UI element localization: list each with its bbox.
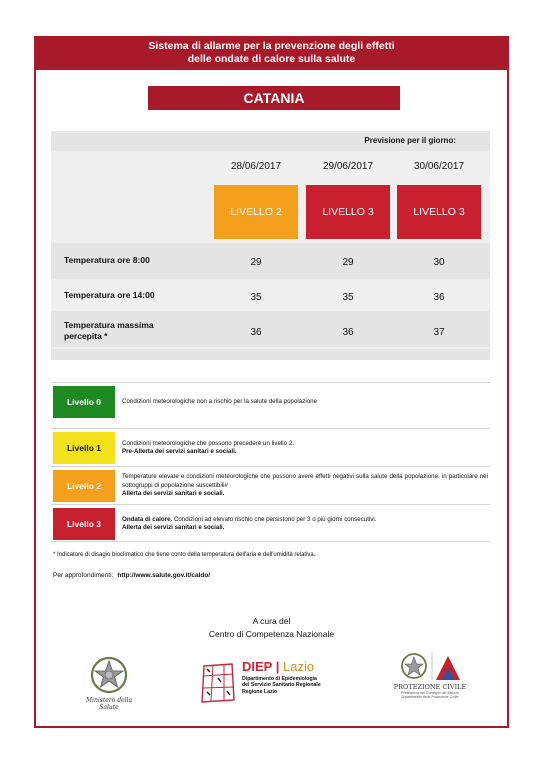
- legend-row-level-1: [51, 428, 490, 466]
- dep-brand-diep: DIEP: [242, 659, 273, 674]
- cell-temp-8-day-2: 29: [342, 257, 354, 268]
- row-label-temp-max: [64, 320, 154, 342]
- cell-temp-max-day-1: 36: [250, 327, 262, 338]
- legend-text-level-2: [122, 467, 488, 505]
- legend-row-level-0: [51, 382, 490, 420]
- legend-desc-level-3: [122, 516, 488, 525]
- dep-brand: DIEP | Lazio: [242, 659, 315, 674]
- forecast-date-1: 28/06/2017: [230, 161, 282, 172]
- forecast-date-3: 30/06/2017: [413, 161, 465, 172]
- cell-temp-8-day-3: 30: [433, 257, 445, 268]
- cell-temp-14-day-3: 36: [433, 292, 445, 303]
- dep-sub-1: Dipartimento di Epidemiologia: [242, 676, 317, 682]
- credits-line-2: Centro di Competenza Nazionale: [208, 629, 335, 639]
- cell-temp-14-day-1: 35: [250, 292, 262, 303]
- page-header: [34, 36, 509, 70]
- legend-desc-level-0: Condizioni meteorologiche non a rischio per la salute della popolazione: [122, 397, 318, 405]
- cell-temp-max-day-3: 37: [433, 327, 445, 338]
- more-info-line: [53, 572, 210, 579]
- protezione-civile-emblem-icon: [398, 650, 462, 682]
- legend-text-level-3: [122, 505, 488, 543]
- pc-sub-2: Dipartimento della Protezione Civile: [401, 695, 459, 700]
- forecast-table: [51, 131, 490, 360]
- row-label-temp-8: Temperatura ore 8:00: [64, 255, 150, 265]
- legend-badge-level-0: Livello 0: [53, 386, 115, 418]
- legend-badge-level-1: Livello 1: [53, 432, 115, 464]
- cell-temp-8-day-1: 29: [250, 257, 262, 268]
- forecast-level-1: LIVELLO 2: [214, 185, 298, 239]
- legend-badge-level-3: Livello 3: [53, 508, 115, 540]
- legend-badge-level-2: Livello 2: [53, 470, 115, 502]
- legend-alert-level-2: Allerta dei servizi sanitari e sociali.: [122, 490, 225, 498]
- city-map-icon: [198, 660, 238, 706]
- legend-desc-level-1: Condizioni meteorologiche che possono precedere un livello 2.: [122, 439, 294, 447]
- credits: [0, 615, 543, 641]
- protezione-civile-logo: [385, 650, 475, 710]
- legend-text-level-1: [122, 429, 488, 467]
- dep-sub-3: Regione Lazio: [242, 688, 278, 695]
- footnote: * Indicatore di disagio bioclimatico che tiene conto della temperatura dell'aria e dell'umidità relativa.: [53, 552, 316, 558]
- dep-subtitle: [242, 676, 338, 695]
- forecast-heading: Previsione per il giorno:: [364, 136, 456, 145]
- pc-title: PROTEZIONE CIVILE: [393, 683, 467, 691]
- legend-text-level-0: [122, 383, 488, 421]
- forecast-level-3: LIVELLO 3: [397, 185, 481, 239]
- band-bottom: [51, 349, 490, 360]
- dep-lazio-logo: [198, 660, 338, 708]
- forecast-level-2: LIVELLO 3: [306, 185, 390, 239]
- legend-desc-level-3-text: Condizioni ad elevato rischio che persistono per 3 o più giorni consecutivi.: [173, 515, 377, 523]
- row-label-temp-max-line-1: Temperatura massima: [64, 320, 154, 330]
- legend-alert-level-1: Pre-Allerta dei servizi sanitari e sociali.: [122, 448, 237, 455]
- credits-line-1: A cura del: [252, 616, 291, 626]
- ministry-logo: [78, 655, 140, 711]
- cell-temp-max-day-2: 36: [342, 327, 354, 338]
- dep-brand-lazio: Lazio: [282, 659, 315, 674]
- more-info-label: Per approfondimenti:: [53, 572, 114, 579]
- legend-row-level-3: [51, 504, 490, 542]
- row-label-temp-14: Temperatura ore 14:00: [64, 290, 155, 300]
- dep-sub-2: del Servizio Sanitario Regionale: [242, 682, 321, 689]
- row-label-temp-max-line-2: percepita *: [64, 331, 108, 341]
- header-line-2: delle ondate di calore sulla salute: [187, 53, 356, 65]
- cell-temp-14-day-2: 35: [342, 292, 354, 303]
- legend-row-level-2: [51, 466, 490, 504]
- city-banner: CATANIA: [148, 86, 400, 110]
- italian-emblem-icon: [89, 655, 129, 695]
- forecast-date-2: 29/06/2017: [322, 161, 374, 172]
- legend-heat-wave-label: Ondata di calore.: [122, 515, 173, 523]
- pc-sub-1: Presidenza del Consiglio dei Ministri: [401, 691, 459, 695]
- more-info-link[interactable]: http://www.salute.gov.it/caldo/: [117, 572, 211, 579]
- legend-desc-level-2: Temperature elevate e condizioni meteorologiche che possono avere effetti negativi sulla salute della popolazione, in particolare nei sottogruppi di popolazione suscettibili#: [122, 473, 488, 489]
- legend-alert-level-3: Allerta dei servizi sanitari e sociali.: [122, 524, 225, 531]
- header-line-1: Sistema di allarme per la prevenzione degli effetti: [148, 40, 395, 52]
- ministry-caption: Ministero della Salute: [85, 697, 133, 711]
